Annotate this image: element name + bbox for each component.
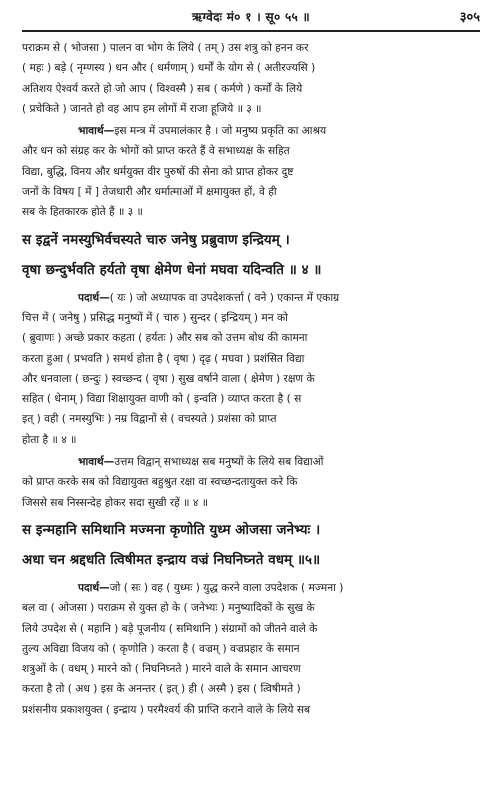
text-line: सब के हितकारक होते हैं ॥ ३ ॥	[22, 206, 143, 219]
mantra-line: अधा चन श्रद्दधति त्विषीमत इन्द्राय वज्रं निघनिघ्नते वधम् ॥५॥	[22, 551, 321, 568]
text-line: सहित ( धेनाम् ) विद्या शिक्षायुक्त वाणी को ( इन्वति ) व्याप्त करता है ( स	[22, 393, 302, 406]
padartha-label: पदार्थ—	[78, 291, 110, 304]
text-line: बल वा ( ओजसा ) पराक्रम से युक्त हो के ( जनेभ्यः ) मनुष्यादिकों के सुख के	[22, 602, 315, 615]
text-line: चित्त में ( जनेषु ) प्रसिद्ध मनुष्यों में ( चारु ) सुन्दर ( इन्द्रियम् ) मन को	[22, 311, 288, 324]
mantra-5	[22, 517, 480, 573]
text-line: जिससे सब निस्सन्देह होकर सदा सुखी रहें ॥ ४ ॥	[22, 496, 209, 509]
text-line: करता है तो ( अध ) इस के अनन्तर ( इत् ) ही ( अस्मै ) इस ( त्विषीमते )	[22, 683, 301, 696]
padartha-4	[22, 288, 480, 450]
text-line: को प्राप्त करके सब को विद्यायुक्त बहुश्रुत रक्षा वा स्वच्छन्दतायुक्त करे कि	[22, 476, 298, 489]
text-line: पराक्रम से ( भोजसा ) पालन वा भोग के लिये ( तम् ) उस शत्रु को हनन कर	[22, 42, 309, 54]
bhavartha-3	[22, 121, 480, 222]
text-line: अतिशय ऐश्वर्य करते हो जो आप ( विश्वस्मै ) सब ( कर्मणे ) कर्मों के लिये	[22, 82, 303, 95]
text-line: करता हुआ ( प्रभवति ) समर्थ होता है ( वृषा ) दृढ़ ( मघवा ) प्रशंसित विद्या	[22, 352, 305, 365]
header-rule	[22, 30, 480, 32]
mantra-line: स इद्वनें नमस्युभिर्वचस्यते चारु जनेषु प्रब्रुवाण इन्द्रियम् ।	[22, 231, 290, 248]
text-line	[22, 578, 480, 598]
text-line: लिये उपदेश से ( महानि ) बड़े पूजनीय ( समिथानि ) संग्रामों को जीतने वाले के	[22, 622, 318, 635]
text-line: इत् ) वही ( नमस्युभिः ) नम्र विद्वानों से ( वचस्यते ) प्रशंसा को प्राप्त	[22, 413, 277, 426]
text-run: इस मन्त्र में उपमालंकार है । जो मनुष्य प्रकृति का आश्रय	[114, 125, 327, 138]
mantra-line: स इन्महानि समिथानि मज्मना कृणोति युध्म ओजसा जनेभ्यः ।	[22, 521, 321, 538]
text-line: जनों के विषय [ में ] तेजधारी और धर्मात्माओं में क्षमायुक्त हों, वे ही	[22, 186, 277, 199]
text-line	[22, 121, 480, 141]
text-line: प्रशंसनीय प्रकाशयुक्त ( इन्द्राय ) परमैश्वर्य की प्राप्ति कराने वाले के लिये सब	[22, 703, 311, 716]
padartha-5	[22, 578, 480, 720]
text-run: जो ( सः ) वह ( युध्मः ) युद्ध करने वाला उपदेशक ( मज्मना )	[109, 581, 344, 594]
text-line: ( महः ) बड़े ( नृम्णस्य ) धन और ( धर्मणाम् ) धर्मों के योग से ( अतीरज्यसि )	[22, 62, 316, 75]
text-line	[22, 288, 480, 308]
text-line: और धन को संग्रह कर के भोगों को प्राप्त करते हैं वे सभाध्यक्ष के सहित	[22, 145, 290, 158]
text-line: शत्रुओं के ( वधम् ) मारने को ( निघनिघ्नते ) मारने वाले के समान आचरण	[22, 663, 301, 676]
text-line: और धनवाला ( छन्दुः ) स्वच्छन्द ( वृषा ) सुख वर्षाने वाला ( क्षेमेण ) रक्षण के	[22, 372, 315, 385]
mantra-4	[22, 227, 480, 283]
text-run: उत्तम विद्वान् सभाध्यक्ष सब मनुष्यों के लिये सब विद्याओं	[114, 456, 324, 469]
bhavartha-label: भावार्थ—	[78, 125, 115, 138]
text-line: तुल्य अविद्या विजय को ( कृणोति ) करता है ( वज्रम् ) वज्रप्रहार के समान	[22, 642, 300, 655]
text-line: ( ब्रुवाणः ) अच्छे प्रकार कहता ( हर्यतः ) और सब को उत्तम बोध की कामना	[22, 332, 308, 345]
text-line: विद्या, बुद्धि, विनय और धर्मयुक्त वीर पुरुषों की सेना को प्राप्त होकर दुष्ट	[22, 165, 294, 178]
text-line	[22, 452, 480, 472]
text-run: ( यः ) जो अध्यापक वा उपदेशकर्त्ता ( वने ) एकान्त में एकाग्र	[109, 291, 340, 304]
text-line: ( प्रचेकिते ) जानते हो वह आप हम लोगों में राजा हूजिये ॥ ३ ॥	[22, 102, 262, 115]
text-line: होता है ॥ ४ ॥	[22, 433, 77, 446]
running-head: ऋग्वेदः मं० १ । सू० ५५ ॥	[191, 10, 311, 24]
page-header	[22, 0, 480, 30]
continuation-paragraph	[22, 38, 480, 119]
mantra-line: वृषा छन्दुर्भवति हर्यतो वृषा क्षेमेण धेनां मघवा यदिन्वति ॥ ४ ॥	[22, 261, 322, 278]
bhavartha-4	[22, 452, 480, 513]
padartha-label: पदार्थ—	[78, 581, 110, 594]
page-number: ३०५	[459, 10, 480, 25]
bhavartha-label: भावार्थ—	[78, 456, 115, 469]
